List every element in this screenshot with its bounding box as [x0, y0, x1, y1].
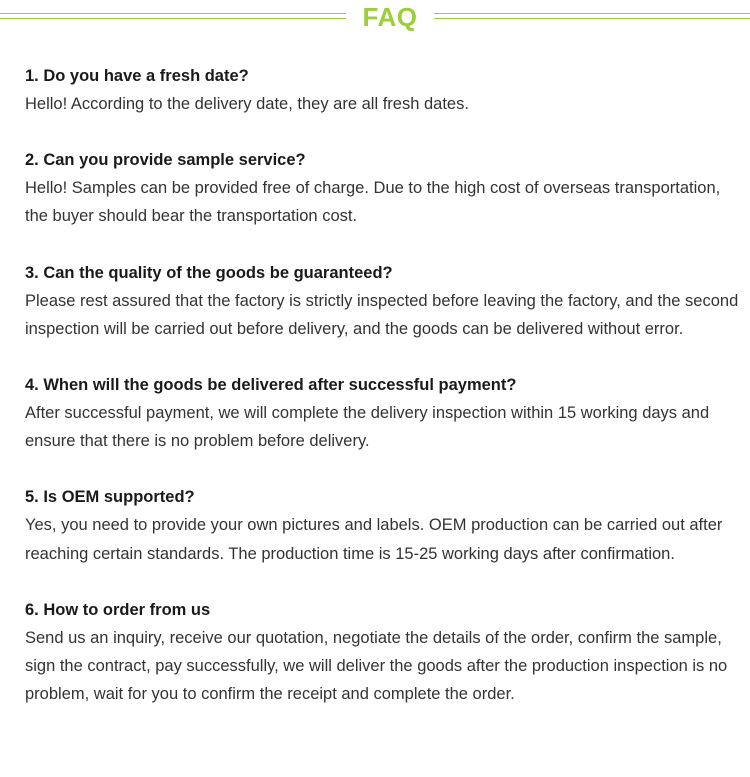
faq-question: 5. Is OEM supported?: [25, 488, 195, 507]
faq-list: [25, 62, 740, 736]
faq-question: 4. When will the goods be delivered after successful payment?: [25, 376, 517, 395]
faq-title: FAQ: [362, 2, 418, 32]
faq-header: [0, 0, 750, 36]
faq-answer: Hello! Samples can be provided free of charge. Due to the high cost of overseas transportation, the buyer should bear the transportation cost.: [25, 179, 721, 226]
faq-question: 3. Can the quality of the goods be guaranteed?: [25, 263, 393, 282]
faq-item: [25, 146, 740, 230]
faq-item: [25, 371, 740, 455]
faq-item: [25, 596, 740, 709]
faq-answer: Please rest assured that the factory is strictly inspected before leaving the factory, and the second inspection will be carried out before delivery, and the goods can be delivered without error.: [25, 291, 739, 338]
faq-item: [25, 259, 740, 343]
faq-question: 6. How to order from us: [25, 600, 211, 619]
header-divider-right: [434, 12, 750, 20]
faq-question: 1. Do you have a fresh date?: [25, 67, 249, 85]
header-divider-left: [0, 12, 346, 20]
faq-answer: After successful payment, we will complete the delivery inspection within 15 working days and ensure that there is no problem before delivery.: [25, 404, 710, 451]
faq-item: [25, 483, 740, 567]
faq-question: 2. Can you provide sample service?: [25, 151, 306, 170]
faq-answer: Send us an inquiry, receive our quotation, negotiate the details of the order, confirm the sample, sign the contract, pay successfully, we will deliver the goods after the production inspection is no problem, wait for you to confirm the receipt and complete the order.: [25, 628, 728, 704]
faq-answer: Hello! According to the delivery date, they are all fresh dates.: [25, 95, 469, 113]
faq-item: [25, 62, 740, 118]
faq-answer: Yes, you need to provide your own pictures and labels. OEM production can be carried out after reaching certain standards. The production time is 15-25 working days after confirmation.: [25, 516, 723, 563]
